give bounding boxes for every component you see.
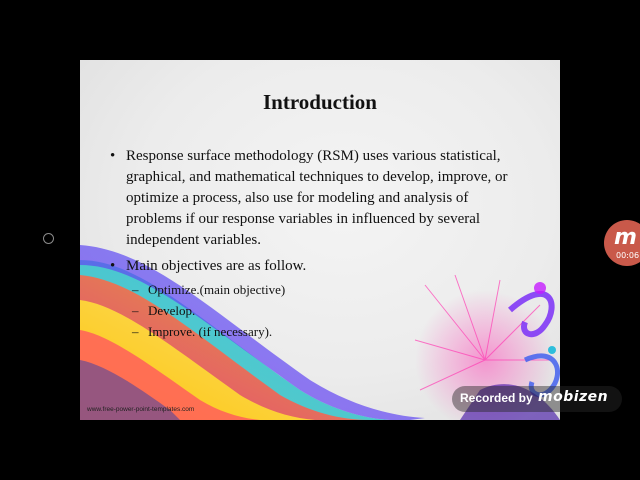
sub-bullet-dash: – <box>132 282 139 297</box>
sub-bullet-text: Improve. (if necessary). <box>148 324 273 339</box>
slide-title: Introduction <box>263 90 377 114</box>
mobizen-record-icon[interactable] <box>604 220 640 266</box>
recording-watermark <box>452 386 622 412</box>
sub-bullet-dash: – <box>132 303 139 318</box>
watermark-label: Recorded by <box>460 391 533 405</box>
presentation-slide <box>80 60 560 420</box>
record-badge-letter: m <box>614 225 637 250</box>
bullet-text: Main objectives are as follow. <box>126 258 307 274</box>
sub-bullet-dash: – <box>132 324 139 339</box>
sub-bullet-text: Develop. <box>148 303 196 318</box>
record-timer: 00:06 <box>616 251 640 260</box>
bullet-dot: • <box>110 148 116 164</box>
footer-website: www.free-power-point-templates.com <box>87 406 195 413</box>
watermark-brand: mobizen <box>538 389 609 405</box>
bullet-dot: • <box>110 258 116 274</box>
sub-bullet-text: Optimize.(main objective) <box>148 282 286 297</box>
circle-outline-icon[interactable] <box>43 233 54 244</box>
bullet-text: Response surface methodology (RSM) uses various statistical, graphical, and mathematical techniques to develop, improve, or optimize a process, also use for modeling and analysis of problems if our response variables in influenced by several independent variables. <box>126 148 508 248</box>
